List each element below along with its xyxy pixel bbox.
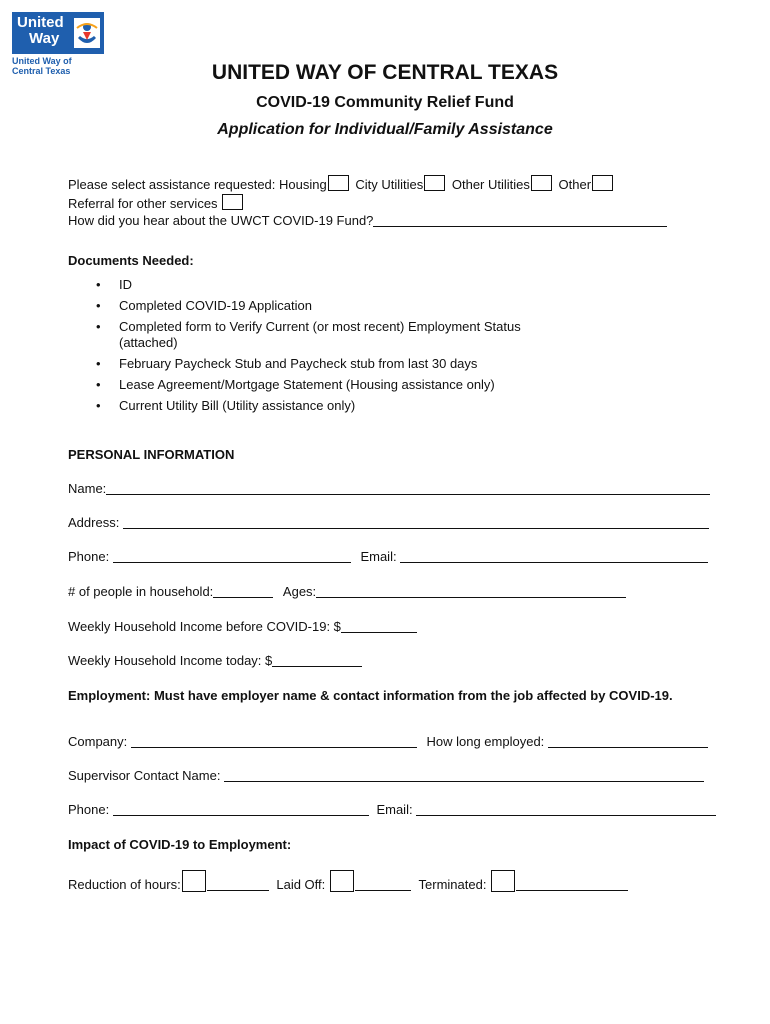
- document-item-text: Current Utility Bill (Utility assistance only): [119, 398, 356, 413]
- employer-phone-field[interactable]: [113, 802, 369, 816]
- supervisor-label: Supervisor Contact Name:: [68, 768, 221, 783]
- city-utilities-checkbox[interactable]: [424, 175, 445, 191]
- laid-off-label: Laid Off:: [276, 877, 326, 892]
- laid-off-line: [355, 877, 411, 891]
- household-label: # of people in household:: [68, 584, 214, 599]
- income-today-field[interactable]: [272, 653, 362, 667]
- hear-about-row: [68, 213, 667, 228]
- employer-phone-email-row: [68, 802, 716, 817]
- name-field[interactable]: [106, 481, 710, 495]
- name-row: [68, 481, 710, 496]
- logo-caption-line2: Central Texas: [12, 66, 71, 76]
- document-item-text: Lease Agreement/Mortgage Statement (Housing assistance only): [119, 377, 495, 392]
- bullet-icon: •: [96, 277, 101, 292]
- phone-email-row: [68, 549, 708, 564]
- company-row: [68, 734, 708, 749]
- documents-list: [68, 277, 588, 419]
- other-utilities-checkbox[interactable]: [531, 175, 552, 191]
- page-subtitle: COVID-19 Community Relief Fund: [256, 94, 514, 111]
- income-before-row: [68, 619, 417, 634]
- ages-label: Ages:: [282, 584, 317, 599]
- company-field[interactable]: [131, 734, 417, 748]
- document-item-text: Completed COVID-19 Application: [119, 298, 312, 313]
- income-today-label: Weekly Household Income today: $: [68, 653, 273, 668]
- referral-row: [68, 194, 246, 211]
- housing-checkbox[interactable]: [328, 175, 349, 191]
- assistance-prompt: Please select assistance requested: Housing: [68, 177, 327, 192]
- list-item: [68, 398, 588, 414]
- referral-checkbox[interactable]: [222, 194, 243, 210]
- other-utilities-label: Other Utilities: [451, 177, 530, 192]
- documents-heading: Documents Needed:: [68, 253, 194, 268]
- logo-word-way: Way: [29, 30, 60, 47]
- hear-about-field[interactable]: [373, 213, 667, 227]
- employment-heading: Employment: Must have employer name & contact information from the job affected by COVID-19.: [68, 688, 673, 703]
- united-way-logo: [12, 12, 104, 54]
- how-long-label: How long employed:: [426, 734, 545, 749]
- other-checkbox[interactable]: [592, 175, 613, 191]
- bullet-icon: •: [96, 377, 101, 392]
- address-row: [68, 515, 709, 530]
- household-field[interactable]: [213, 584, 273, 598]
- email-label: Email:: [360, 549, 397, 564]
- impact-heading: Impact of COVID-19 to Employment:: [68, 837, 292, 852]
- list-item: [68, 377, 588, 393]
- terminated-checkbox[interactable]: [491, 870, 515, 892]
- reduction-label: Reduction of hours:: [68, 877, 181, 892]
- address-field[interactable]: [123, 515, 709, 529]
- list-item: [68, 277, 588, 293]
- logo-caption-line1: United Way of: [12, 56, 72, 66]
- logo-hand-icon: [74, 18, 100, 48]
- email-field[interactable]: [400, 549, 708, 563]
- income-before-field[interactable]: [341, 619, 417, 633]
- employer-email-field[interactable]: [416, 802, 716, 816]
- document-item-text: ID: [119, 277, 132, 292]
- list-item: [68, 298, 588, 314]
- income-before-label: Weekly Household Income before COVID-19: $: [68, 619, 341, 634]
- list-item: [68, 356, 588, 372]
- address-label: Address:: [68, 515, 120, 530]
- ages-field[interactable]: [316, 584, 626, 598]
- bullet-icon: •: [96, 319, 101, 334]
- other-label: Other: [558, 177, 592, 192]
- list-item: [68, 319, 588, 351]
- assistance-row: [68, 175, 616, 192]
- laid-off-checkbox[interactable]: [330, 870, 354, 892]
- phone-label: Phone:: [68, 549, 110, 564]
- reduction-checkbox[interactable]: [182, 870, 206, 892]
- impact-row: [68, 870, 628, 892]
- bullet-icon: •: [96, 356, 101, 371]
- referral-label: Referral for other services: [68, 196, 218, 211]
- employer-phone-label: Phone:: [68, 802, 110, 817]
- document-item-text: Completed form to Verify Current (or most recent) Employment Status (attached): [119, 319, 521, 350]
- page-title: UNITED WAY OF CENTRAL TEXAS: [211, 61, 559, 84]
- personal-heading: PERSONAL INFORMATION: [68, 447, 235, 462]
- income-today-row: [68, 653, 362, 668]
- form-name: Application for Individual/Family Assistance: [217, 121, 553, 138]
- company-label: Company:: [68, 734, 128, 749]
- employer-email-label: Email:: [376, 802, 413, 817]
- reduction-line: [207, 877, 269, 891]
- phone-field[interactable]: [113, 549, 351, 563]
- supervisor-field[interactable]: [224, 768, 704, 782]
- terminated-line: [516, 877, 628, 891]
- how-long-field[interactable]: [548, 734, 708, 748]
- terminated-label: Terminated:: [418, 877, 487, 892]
- hear-about-label: How did you hear about the UWCT COVID-19 Fund?: [68, 213, 374, 228]
- name-label: Name:: [68, 481, 107, 496]
- document-item-text: February Paycheck Stub and Paycheck stub from last 30 days: [119, 356, 478, 371]
- bullet-icon: •: [96, 398, 101, 413]
- household-row: [68, 584, 626, 599]
- logo-word-united: United: [17, 14, 64, 31]
- supervisor-row: [68, 768, 704, 783]
- bullet-icon: •: [96, 298, 101, 313]
- city-utilities-label: City Utilities: [355, 177, 424, 192]
